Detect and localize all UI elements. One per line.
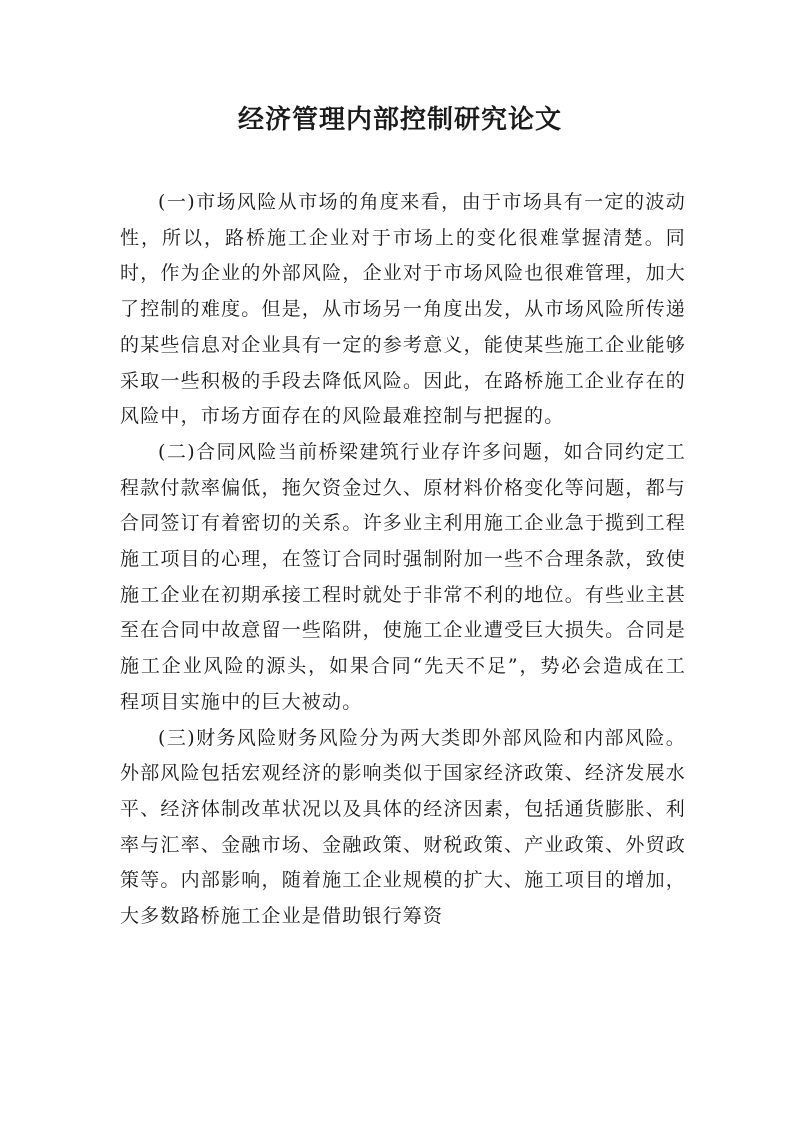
paragraph-market-risk: (一)市场风险从市场的角度来看，由于市场具有一定的波动性，所以，路桥施工企业对于市场上的变化很难掌握清楚。同时，作为企业的外部风险，企业对于市场风险也很难管理，加大了控制的难度。但是，从市场另一角度出发，从市场风险所传递的某些信息对企业具有一定的参考意义，能使某些施工企业能够采取一些积极的手段去降低风险。因此，在路桥施工企业存在的风险中，市场方面存在的风险最难控制与把握的。 xyxy=(120,191,686,428)
document-body xyxy=(120,185,686,935)
paragraph-financial-risk: (三)财务风险财务风险分为两大类即外部风险和内部风险。外部风险包括宏观经济的影响类似于国家经济政策、经济发展水平、经济体制改革状况以及具体的经济因素，包括通货膨胀、利率与汇率、金融市场、金融政策、财税政策、产业政策、外贸政策等。内部影响，随着施工企业规模的扩大、施工项目的增加，大多数路桥施工企业是借助银行筹资 xyxy=(120,726,686,928)
paragraph-contract-risk: (二)合同风险当前桥梁建筑行业存许多问题，如合同约定工程款付款率偏低，拖欠资金过久、原材料价格变化等问题，都与合同签订有着密切的关系。许多业主利用施工企业急于揽到工程施工项目的心理，在签订合同时强制附加一些不合理条款，致使施工企业在初期承接工程时就处于非常不利的地位。有些业主甚至在合同中故意留一些陷阱，使施工企业遭受巨大损失。合同是施工企业风险的源头，如果合同“先天不足”，势必会造成在工程项目实施中的巨大被动。 xyxy=(120,440,686,713)
document-title: 经济管理内部控制研究论文 xyxy=(237,105,562,135)
